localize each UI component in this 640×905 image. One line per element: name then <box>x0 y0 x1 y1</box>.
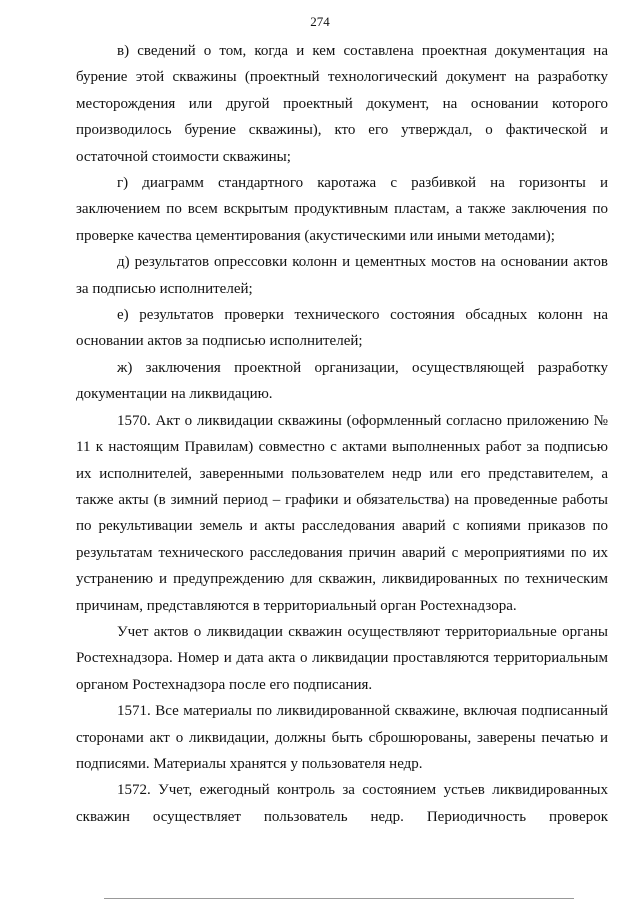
document-body <box>76 38 608 830</box>
paragraph-item-zh: ж) заключения проектной организации, осуществляющей разработку документации на ликвидацию. <box>76 359 608 403</box>
paragraph-item-v: в) сведений о том, когда и кем составлена проектная документация на бурение этой скважины (проектный технологический документ на разработку месторождения или другой проектный документ, на основании которого производилось бурение скважины), кто его утверждал, о фактической и остаточной стоимости скважины; <box>76 43 608 165</box>
paragraph-1572: 1572. Учет, ежегодный контроль за состоянием устьев ликвидированных скважин осуществляет пользователь недр. Периодичность проверок <box>76 782 608 825</box>
paragraph-1570: 1570. Акт о ликвидации скважины (оформленный согласно приложению № 11 к настоящим Правилам) совместно с актами выполненных работ за подписью их исполнителей, заверенными пользователем недр или его представителем, а также акты (в зимний период – графики и обязательства) на проведенные работы по рекультивации земель и акты расследования аварий с копиями приказов по результатам технического расследования причин аварий с мероприятиями по их устранению и предупреждению для скважин, ликвидированных по техническим причинам, представляются в территориальный орган Ростехнадзора. <box>76 412 608 614</box>
paragraph-liquidation-accounting: Учет актов о ликвидации скважин осуществляют территориальные органы Ростехнадзора. Номер и дата акта о ликвидации проставляются территориальным органом Ростехнадзора после его подписания. <box>76 623 608 693</box>
paragraph-1571: 1571. Все материалы по ликвидированной скважине, включая подписанный сторонами акт о ликвидации, должны быть сброшюрованы, заверены печатью и подписями. Материалы хранятся у пользователя недр. <box>76 703 608 772</box>
paragraph-item-e: е) результатов проверки технического состояния обсадных колонн на основании актов за подписью исполнителей; <box>76 307 608 350</box>
paragraph-item-g: г) диаграмм стандартного каротажа с разбивкой на горизонты и заключением по всем вскрытым продуктивным пластам, а также заключения по проверке качества цементирования (акустическими или иными методами); <box>76 175 608 244</box>
bottom-edge-line <box>104 898 574 899</box>
paragraph-item-d: д) результатов опрессовки колонн и цементных мостов на основании актов за подписью исполнителей; <box>76 254 608 297</box>
page-number: 274 <box>310 14 330 29</box>
